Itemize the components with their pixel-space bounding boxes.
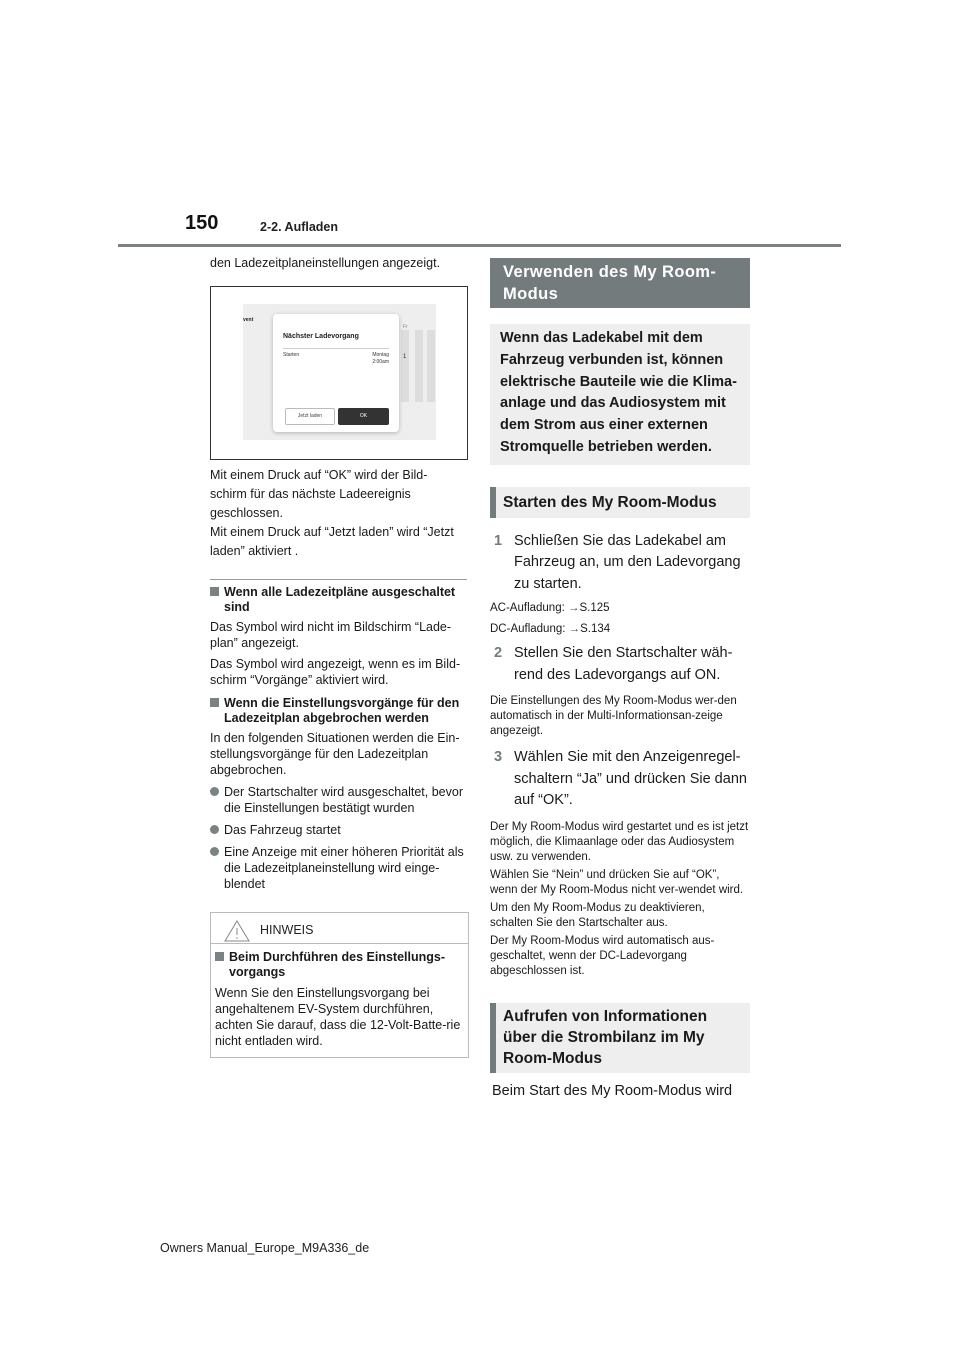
explanation-line: schirm für das nächste Ladeereignis <box>210 487 411 501</box>
screen-side-label: Fr <box>403 324 408 330</box>
step-number: 2 <box>494 645 503 662</box>
next-charge-dialog <box>273 314 399 432</box>
list-item <box>210 784 468 816</box>
left-column <box>210 254 468 1058</box>
header-divider <box>118 244 841 247</box>
screen-illustration <box>210 286 468 460</box>
reference-label: DC-Aufladung: <box>490 623 566 636</box>
subsection-heading-text: Wenn alle Ladezeitpläne ausgeschaltet sind <box>224 585 456 614</box>
step-text: Stellen Sie den Startschalter wäh-rend des Ladevorgangs auf ON. <box>514 645 733 683</box>
dialog-day: Montag <box>372 352 389 358</box>
step-note: Der My Room-Modus wird automatisch aus-geschaltet, wenn der DC-Ladevorgang abgeschlossen ist. <box>490 934 715 977</box>
step-note: Der My Room-Modus wird gestartet und es ist jetzt möglich, die Klimaanlage oder das Audiosystem usw. zu verwenden. <box>490 820 749 863</box>
charge-now-button[interactable]: Jetzt laden <box>285 408 335 425</box>
dialog-start-label: Starten <box>283 352 300 358</box>
screen-column <box>401 330 409 402</box>
warning-triangle-icon <box>224 920 250 942</box>
list-item <box>210 822 468 838</box>
step-1 <box>490 531 750 596</box>
reference-line <box>490 622 750 637</box>
step-number: 1 <box>494 532 503 549</box>
reference-line <box>490 601 750 616</box>
explanation-line: laden” aktiviert . <box>210 544 299 558</box>
screen-event-label: vent <box>243 317 254 323</box>
arrow-right-icon: → <box>568 602 580 615</box>
step-note: Um den My Room-Modus zu deaktivieren, schalten Sie den Startschalter aus. <box>490 901 705 929</box>
screen-explanation <box>210 466 468 561</box>
paragraph: Das Symbol wird nicht im Bildschirm “Lade-plan” angezeigt. <box>210 620 452 650</box>
dialog-time: 2:00am <box>372 359 389 365</box>
subsection-heading-text: Wenn die Einstellungsvorgänge für den Ladezeitplan abgebrochen werden <box>224 696 460 725</box>
paragraph: Das Symbol wird angezeigt, wenn es im Bild-schirm “Vorgänge” aktiviert wird. <box>210 657 461 687</box>
screen-side-value: 1 <box>403 354 407 360</box>
reference-label: AC-Aufladung: <box>490 602 565 615</box>
note-body <box>211 944 468 1057</box>
section-heading-start: Starten des My Room-Modus <box>490 487 750 518</box>
list-item-text: Der Startschalter wird ausgeschaltet, bevor die Einstellungen bestätigt wurden <box>224 785 463 815</box>
paragraph: In den folgenden Situationen werden die Ein-stellungsvorgänge für den Ladezeitplan abgebrochen. <box>210 731 460 777</box>
note-heading-text: Beim Durchführen des Einstellungs-vorgangs <box>229 950 446 979</box>
explanation-line: Mit einem Druck auf “Jetzt laden” wird “Jetzt <box>210 525 454 539</box>
ok-button[interactable]: OK <box>338 408 389 425</box>
final-text: Beim Start des My Room-Modus wird <box>492 1082 733 1099</box>
explanation-line: Mit einem Druck auf “OK” wird der Bild- <box>210 468 428 482</box>
list-item-text: Das Fahrzeug startet <box>224 823 341 837</box>
list-item-text: Eine Anzeige mit einer höheren Priorität als die Ladezeitplaneinstellung wird einge-blendet <box>224 845 464 891</box>
note-text: Wenn Sie den Einstellungsvorgang bei angehaltenem EV-System durchführen, achten Sie darauf, dass die 12-Volt-Batte-rie nicht entladen wird. <box>215 986 461 1048</box>
dialog-title: Nächster Ladevorgang <box>283 333 359 340</box>
note-box <box>210 912 469 1058</box>
intro-box: Wenn das Ladekabel mit dem Fahrzeug verbunden ist, können elektrische Bauteile wie die Klima-anlage und das Audiosystem mit dem Strom aus einer externen Stromquelle betrieben werden. <box>490 324 750 465</box>
screen-column <box>415 330 423 402</box>
footer-doc-id: Owners Manual_Europe_M9A336_de <box>160 1241 370 1255</box>
circle-bullet-icon <box>210 847 219 856</box>
note-label: HINWEIS <box>260 923 314 937</box>
main-heading: Verwenden des My Room-Modus <box>490 258 750 308</box>
subsection-heading <box>210 585 468 615</box>
explanation-line: geschlossen. <box>210 506 283 520</box>
intro-text: den Ladezeitplaneinstellungen angezeigt. <box>210 256 441 270</box>
note-heading <box>215 950 463 980</box>
circle-bullet-icon <box>210 787 219 796</box>
page-reference-link[interactable]: S.134 <box>580 623 611 636</box>
step-2 <box>490 643 750 686</box>
list-item <box>210 844 468 892</box>
step-3 <box>490 747 750 812</box>
step-note: Wählen Sie “Nein” und drücken Sie auf “OK”, wenn der My Room-Modus nicht ver-wendet wird. <box>490 868 744 896</box>
screen-column <box>427 330 435 402</box>
section-heading-info: Aufrufen von Informationen über die Strombilanz im My Room-Modus <box>490 1003 750 1073</box>
step-note: Die Einstellungen des My Room-Modus wer-den automatisch in der Multi-Informationsan-zeige angezeigt. <box>490 695 737 738</box>
page-reference-link[interactable]: S.125 <box>579 602 610 615</box>
section-title: 2-2. Aufladen <box>260 220 339 234</box>
subsection-heading <box>210 696 468 726</box>
step-text: Schließen Sie das Ladekabel am Fahrzeug an, um den Ladevorgang zu starten. <box>514 532 741 592</box>
circle-bullet-icon <box>210 825 219 834</box>
note-header <box>211 913 468 944</box>
square-bullet-icon <box>210 587 219 596</box>
subsection-divider <box>210 579 467 580</box>
square-bullet-icon <box>215 952 224 961</box>
page-number: 150 <box>185 212 219 234</box>
step-number: 3 <box>494 749 503 766</box>
right-column <box>490 258 750 1102</box>
dialog-divider <box>283 348 389 349</box>
arrow-right-icon: → <box>568 623 581 636</box>
square-bullet-icon <box>210 698 219 707</box>
step-text: Wählen Sie mit den Anzeigenregel-schaltern “Ja” und drücken Sie dann auf “OK”. <box>514 749 747 809</box>
